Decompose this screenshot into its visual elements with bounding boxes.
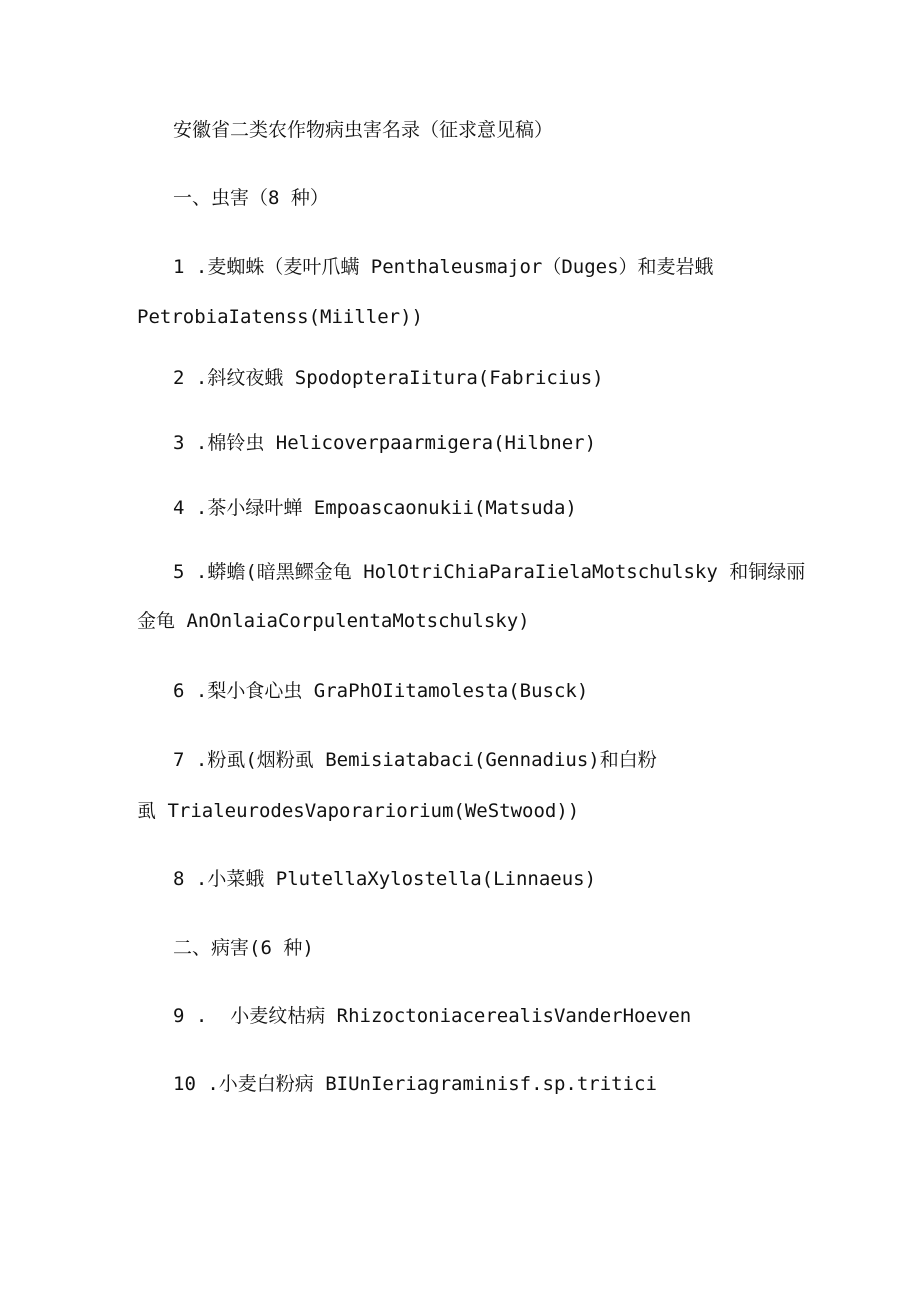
list-item-pest-1-line-2: PetrobiaIatenss(Miiller)) (137, 306, 423, 328)
section-heading-diseases: 二、病害(6 种) (173, 937, 314, 959)
list-item-pest-6: 6 .梨小食心虫 GraPhOIitamolesta(Busck) (173, 680, 589, 702)
list-item-pest-7-line-2: 虱 TrialeurodesVaporariorium(WeStwood)) (137, 800, 580, 822)
list-item-disease-10: 10 .小麦白粉病 BIUnIeriagraminisf.sp.tritici (173, 1073, 657, 1095)
document-title: 安徽省二类农作物病虫害名录（征求意见稿） (173, 119, 554, 141)
list-item-pest-1-line-1: 1 .麦蜘蛛（麦叶爪螨 Penthaleusmajor（Duges）和麦岩蛾 (173, 256, 714, 278)
list-item-pest-3: 3 .棉铃虫 Helicoverpaarmigera(Hilbner) (173, 432, 597, 454)
list-item-pest-8: 8 .小菜蛾 PlutellaXylostella(Linnaeus) (173, 868, 597, 890)
list-item-pest-5-line-2: 金龟 AnOnlaiaCorpulentaMotschulsky) (137, 610, 530, 632)
list-item-pest-7-line-1: 7 .粉虱(烟粉虱 Bemisiatabaci(Gennadius)和白粉 (173, 749, 657, 771)
list-item-pest-2: 2 .斜纹夜蛾 SpodopteraIitura(Fabricius) (173, 367, 604, 389)
list-item-pest-4: 4 .茶小绿叶蝉 Empoascaonukii(Matsuda) (173, 497, 577, 519)
section-heading-pests: 一、虫害（8 种） (173, 187, 329, 209)
list-item-disease-9: 9 . 小麦纹枯病 RhizoctoniacerealisVanderHoeven (173, 1005, 692, 1027)
list-item-pest-5-line-1: 5 .蟒蟾(暗黑鳏金龟 HolOtriChiaParaIielaMotschulsky 和铜绿丽 (173, 561, 806, 583)
